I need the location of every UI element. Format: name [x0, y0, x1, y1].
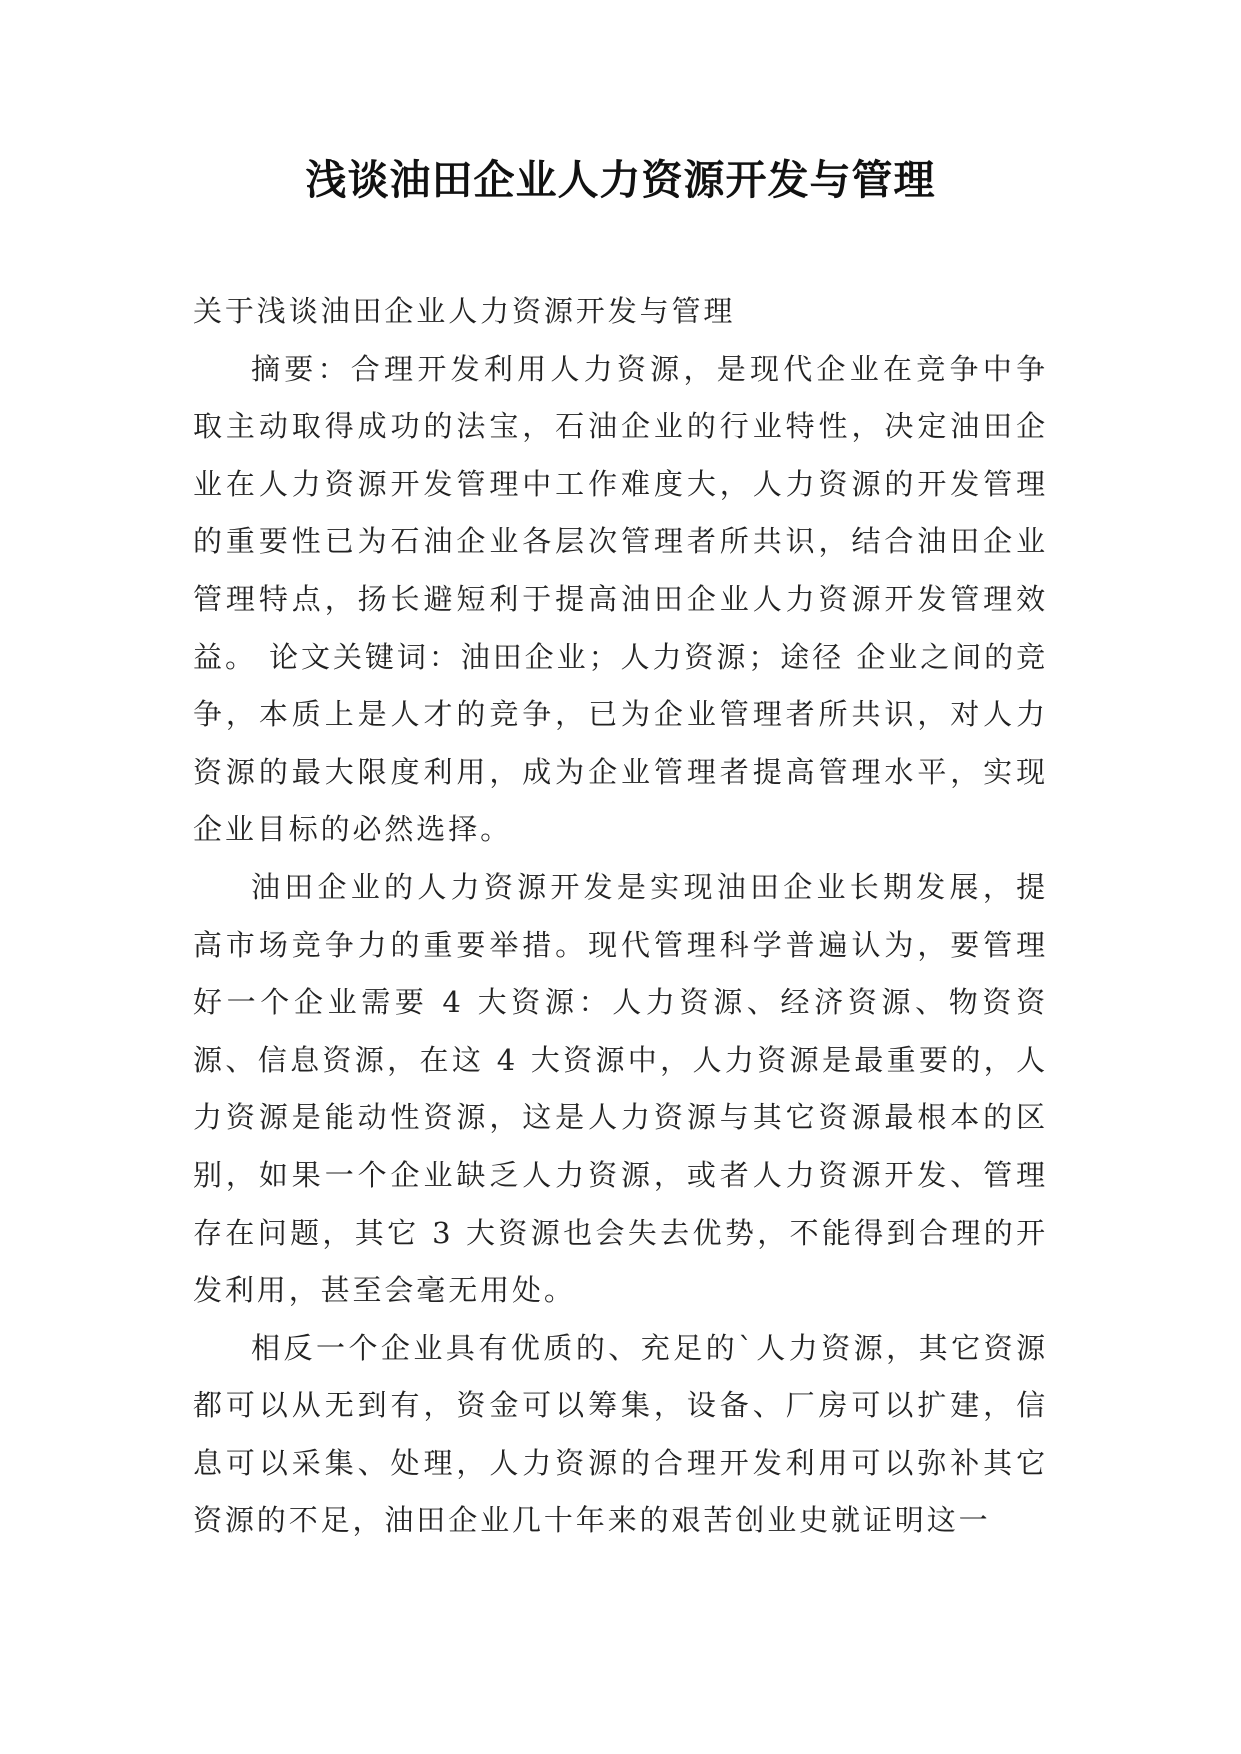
- body-paragraph: 相反一个企业具有优质的、充足的`人力资源，其它资源都可以从无到有，资金可以筹集，设备、厂房可以扩建，信息可以采集、处理，人力资源的合理开发利用可以弥补其它资源的不足，油田企业几十年来的艰苦创业史就证明这一: [193, 1330, 1048, 1538]
- document-body: [193, 283, 1048, 1550]
- document-subtitle: 关于浅谈油田企业人力资源开发与管理: [193, 294, 736, 328]
- abstract-paragraph: 摘要：合理开发利用人力资源，是现代企业在竞争中争取主动取得成功的法宝，石油企业的行业特性，决定油田企业在人力资源开发管理中工作难度大，人力资源的开发管理的重要性已为石油企业各层次管理者所共识，结合油田企业管理特点，扬长避短利于提高油田企业人力资源开发管理效益。 论文关键词：油田企业；人力资源；途径 企业之间的竞争，本质上是人才的竞争，已为企业管理者所共识，对人力资源的最大限度利用，成为企业管理者提高管理水平，实现企业目标的必然选择。: [193, 351, 1048, 847]
- document-title: 浅谈油田企业人力资源开发与管理: [305, 156, 936, 204]
- body-paragraph: 油田企业的人力资源开发是实现油田企业长期发展，提高市场竞争力的重要举措。现代管理科学普遍认为，要管理好一个企业需要 4 大资源：人力资源、经济资源、物资资源、信息资源，在这 4 大资源中，人力资源是最重要的，人力资源是能动性资源，这是人力资源与其它资源最根本的区别，如果一个企业缺乏人力资源，或者人力资源开发、管理存在问题，其它 3 大资源也会失去优势，不能得到合理的开发利用，甚至会毫无用处。: [193, 869, 1048, 1308]
